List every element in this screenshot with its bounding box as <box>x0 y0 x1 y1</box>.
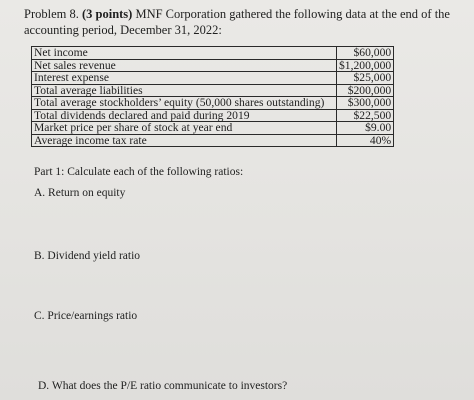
table-row <box>32 47 394 60</box>
table-row <box>32 97 394 110</box>
problem-number: Problem 8. <box>24 7 79 21</box>
row-label: Total average stockholders’ equity (50,000 shares outstanding) <box>32 97 337 110</box>
table-row <box>32 122 394 135</box>
question-c: C. Price/earnings ratio <box>34 310 138 322</box>
row-label: Average income tax rate <box>32 134 337 147</box>
question-a: A. Return on equity <box>34 187 126 199</box>
row-value: $1,200,000 <box>337 59 394 72</box>
problem-statement <box>24 6 464 38</box>
table-row <box>32 72 394 85</box>
problem-text: MNF Corporation gathered the following data at the end of the accounting period, December 31, 2022: <box>24 7 450 37</box>
table-row <box>32 84 394 97</box>
row-label: Total average liabilities <box>32 84 337 97</box>
row-label: Market price per share of stock at year end <box>32 122 337 135</box>
row-value: $60,000 <box>337 47 394 60</box>
row-value: $22,500 <box>337 109 394 122</box>
table-row <box>32 134 394 147</box>
table-row <box>32 59 394 72</box>
row-value: $25,000 <box>337 72 394 85</box>
question-b: B. Dividend yield ratio <box>34 250 141 262</box>
part1-heading: Part 1: Calculate each of the following ratios: <box>34 166 244 178</box>
row-label: Interest expense <box>32 72 337 85</box>
row-value: $9.00 <box>337 122 394 135</box>
row-label: Net income <box>32 47 337 60</box>
row-value: $200,000 <box>337 84 394 97</box>
row-value: $300,000 <box>337 97 394 110</box>
row-label: Total dividends declared and paid during 2019 <box>32 109 337 122</box>
table-row <box>32 109 394 122</box>
row-value: 40% <box>337 134 394 147</box>
question-d: D. What does the P/E ratio communicate to investors? <box>38 380 288 392</box>
problem-points: (3 points) <box>81 7 133 21</box>
financial-data-table <box>31 46 394 147</box>
row-label: Net sales revenue <box>32 59 337 72</box>
